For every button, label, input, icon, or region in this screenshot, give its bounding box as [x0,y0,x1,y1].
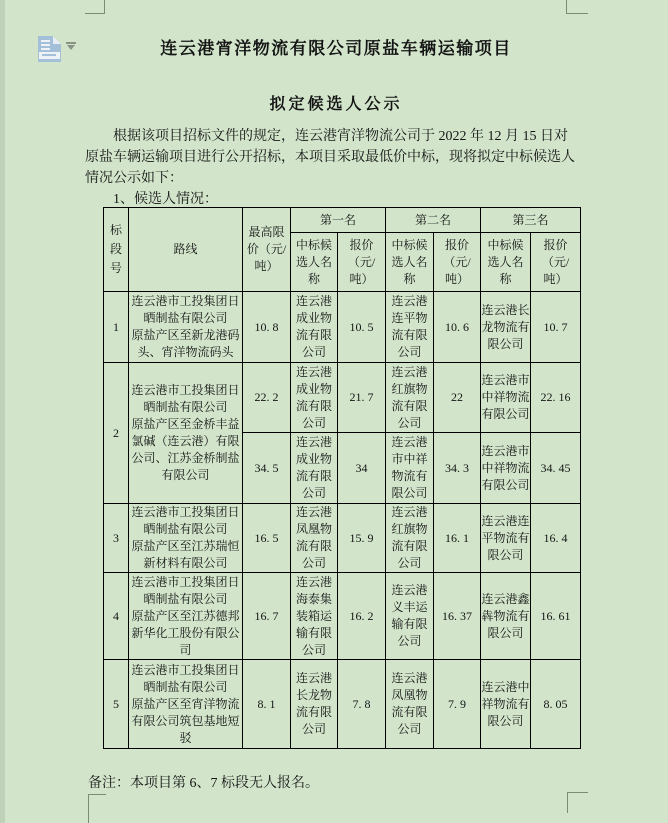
table-row [104,292,581,363]
candidate-cell: 连云港长龙物流有限公司 [481,292,531,363]
candidate-cell: 连云港长龙物流有限公司 [291,660,338,749]
candidate-cell: 连云港红旗物流有限公司 [386,363,434,433]
price-cell: 10. 7 [531,292,581,363]
route-cell: 连云港市工投集团日晒制盐有限公司 原盐产区至金桥丰益氯碱（连云港）有限公司、江苏金桥制盐有限公司 [129,363,243,504]
max-price-cell: 8. 1 [243,660,291,749]
bid-no-cell: 5 [104,660,129,749]
paste-icon-clipboard [39,52,60,59]
candidate-cell: 连云港海泰集装箱运输有限公司 [291,573,338,660]
bid-no-cell: 1 [104,292,129,363]
paragraph-line: 原盐车辆运输项目进行公开招标，本项目采取最低价中标，现将拟定中标候选人 [85,150,575,165]
document-title: 连云港宵洋物流有限公司原盐车辆运输项目 [160,39,512,58]
price-cell: 7. 9 [434,660,481,749]
price-cell: 21. 7 [338,363,386,433]
footnote: 备注：本项目第 6、7 标段无人报名。 [88,776,319,791]
text-boundary-mark-bottom-right [567,792,588,813]
header-candidate: 中标候 选人名 称 [481,233,531,292]
max-price-cell: 16. 7 [243,573,291,660]
price-cell: 16. 1 [434,504,481,573]
price-cell: 22. 16 [531,363,581,433]
paste-icon-line [41,44,50,46]
header-max-price: 最高限 价（元/ 吨） [243,208,291,292]
route-cell: 连云港市工投集团日晒制盐有限公司 原盐产区至新龙港码头、宵洋物流码头 [129,292,243,363]
list-item-line: 1、候选人情况： [113,192,218,207]
route-cell: 连云港市工投集团日晒制盐有限公司 原盐产区至江苏瑞恒新材料有限公司 [129,504,243,573]
max-price-cell: 10. 8 [243,292,291,363]
header-price: 报价 （元/ 吨） [531,233,581,292]
price-cell: 10. 6 [434,292,481,363]
chevron-down-icon[interactable] [67,45,75,50]
price-cell: 34. 45 [531,433,581,504]
header-bid-no: 标段号 [104,208,129,292]
price-cell: 10. 5 [338,292,386,363]
table-row [104,363,581,433]
max-price-cell: 34. 5 [243,433,291,504]
header-rank-2: 第二名 [386,208,481,233]
candidate-cell: 连云港连平物流有限公司 [386,292,434,363]
table-row [104,573,581,660]
price-cell: 16. 4 [531,504,581,573]
text-boundary-mark-top-right [566,0,588,14]
paragraph-line: 情况公示如下： [85,171,183,186]
price-cell: 8. 05 [531,660,581,749]
document-subtitle: 拟定候选人公示 [269,96,403,113]
candidate-cell: 连云港义丰运输有限公司 [386,573,434,660]
header-price: 报价 （元/ 吨） [434,233,481,292]
paste-dropdown-icon[interactable] [66,42,76,44]
price-cell: 34. 3 [434,433,481,504]
price-cell: 16. 37 [434,573,481,660]
price-cell: 7. 8 [338,660,386,749]
candidate-cell: 连云港市中祥物流有限公司 [481,363,531,433]
paragraph-line: 根据该项目招标文件的规定，连云港宵洋物流公司于 2022 年 12 月 15 日对 [113,129,568,144]
price-cell: 16. 61 [531,573,581,660]
price-cell: 16. 2 [338,573,386,660]
price-cell: 15. 9 [338,504,386,573]
paste-icon-line [41,48,50,50]
page-edge-strip [0,0,5,823]
bid-no-cell: 4 [104,573,129,660]
max-price-cell: 16. 5 [243,504,291,573]
candidate-cell: 连云港成业物流有限公司 [291,433,338,504]
candidate-cell: 连云港市中祥物流有限公司 [386,433,434,504]
candidates-table [103,207,581,749]
paste-options-icon[interactable] [38,36,61,62]
table-row [104,504,581,573]
candidate-cell: 连云港凤凰物流有限公司 [291,504,338,573]
text-boundary-mark-bottom-left [88,794,106,823]
table-row [104,660,581,749]
route-cell: 连云港市工投集团日晒制盐有限公司 原盐产区至江苏德邦新华化工股份有限公司 [129,573,243,660]
header-candidate: 中标候 选人名 称 [291,233,338,292]
candidate-cell: 连云港成业物流有限公司 [291,363,338,433]
candidate-cell: 连云港凤凰物流有限公司 [386,660,434,749]
bid-no-cell: 3 [104,504,129,573]
route-cell: 连云港市工投集团日晒制盐有限公司 原盐产区至宵洋物流有限公司筑包基地短驳 [129,660,243,749]
candidate-cell: 连云港成业物流有限公司 [291,292,338,363]
paste-icon-line [41,40,50,42]
candidate-cell: 连云港连平物流有限公司 [481,504,531,573]
header-candidate: 中标候 选人名 称 [386,233,434,292]
candidate-cell: 连云港中祥物流有限公司 [481,660,531,749]
price-cell: 22 [434,363,481,433]
header-price: 报价 （元/ 吨） [338,233,386,292]
candidate-cell: 连云港市中祥物流有限公司 [481,433,531,504]
table-header-row [104,208,581,233]
text-boundary-mark-top-left [85,0,105,14]
bid-no-cell: 2 [104,363,129,504]
max-price-cell: 22. 2 [243,363,291,433]
intro-paragraph [85,126,589,210]
candidate-cell: 连云港红旗物流有限公司 [386,504,434,573]
header-rank-1: 第一名 [291,208,386,233]
header-route: 路线 [129,208,243,292]
price-cell: 34 [338,433,386,504]
header-rank-3: 第三名 [481,208,581,233]
candidate-cell: 连云港鑫犇物流有限公司 [481,573,531,660]
